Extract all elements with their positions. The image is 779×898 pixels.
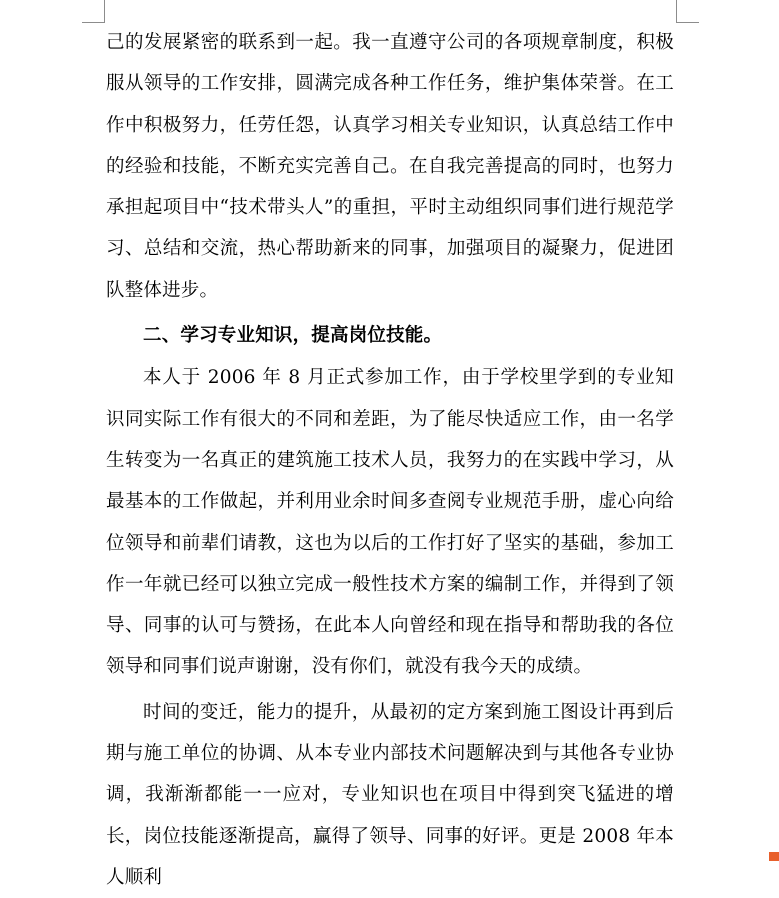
paragraph-body: 本人于 2006 年 8 月正式参加工作，由于学校里学到的专业知识同实际工作有很大的不同和差距，为了能尽快适应工作，由一名学生转变为一名真正的建筑施工技术人员，我努力的在实践中学习，从最基本的工作做起，并利用业余时间多查阅专业规范手册，虚心向给位领导和前辈们请教，这也为以后的工作打好了坚实的基础，参加工作一年就已经可以独立完成一般性技术方案的编制工作，并得到了领导、同事的认可与赞扬，在此本人向曾经和现在指导和帮助我的各位领导和同事们说声谢谢，没有你们，就没有我今天的成绩。: [106, 367, 674, 678]
document-body[interactable]: [106, 22, 674, 898]
paragraph-body: 时间的变迁，能力的提升，从最初的定方案到施工图设计再到后期与施工单位的协调、从本专业内部技术问题解决到与其他各专业协调，我渐渐都能一一应对，专业知识也在项目中得到突飞猛进的增长，岗位技能逐渐提高，赢得了领导、同事的好评。更是 2008 年本人顺利: [106, 701, 674, 888]
section-heading: 二、学习专业知识，提高岗位技能。: [143, 325, 443, 347]
page-edge-marker: [769, 852, 779, 861]
margin-corner-mark-top-right: [676, 0, 699, 23]
paragraph-continuation: 己的发展紧密的联系到一起。我一直遵守公司的各项规章制度，积极服从领导的工作安排，圆满完成各种工作任务，维护集体荣誉。在工作中积极努力，任劳任怨，认真学习相关专业知识，认真总结工作中的经验和技能，不断充实完善自己。在自我完善提高的同时，也努力承担起项目中“技术带头人”的重担，平时主动组织同事们进行规范学习、总结和交流，热心帮助新来的同事，加强项目的凝聚力，促进团队整体进步。: [106, 32, 674, 301]
margin-corner-mark-top-left: [82, 0, 105, 23]
